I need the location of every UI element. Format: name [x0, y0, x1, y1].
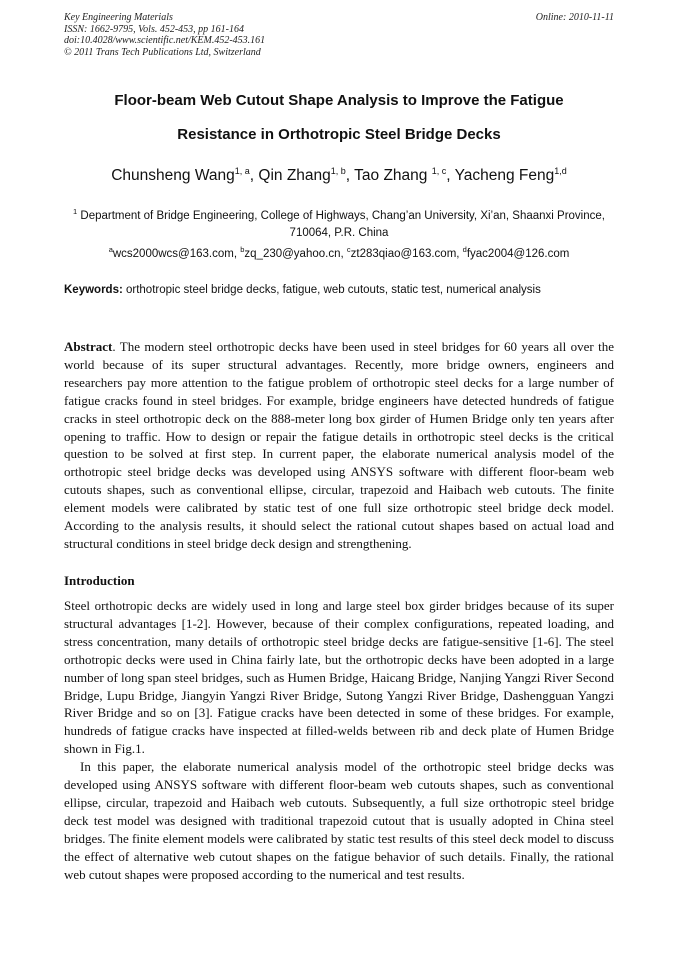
author-affiliation-mark: 1, c — [431, 166, 447, 176]
copyright-line: © 2011 Trans Tech Publications Ltd, Switzerland — [64, 46, 261, 58]
abstract-label: Abstract — [64, 339, 113, 354]
paper-title-line-1: Floor-beam Web Cutout Shape Analysis to Improve the Fatigue — [114, 92, 564, 109]
affiliation — [70, 203, 608, 242]
email-link[interactable]: zq_230@yahoo.cn — [244, 248, 341, 260]
intro-paragraph-2: In this paper, the elaborate numerical analysis model of the orthotropic steel bridge decks was developed using ANSYS software with different floor-beam web cutouts shapes, such as conventional ellipse, circular, trapezoid and Haibach web cutouts. Subsequently, a full size orthotropic steel bridge deck test model was designed with traditional trapezoid cutout that is usually adopted in China steel bridges. The finite element models were calibrated by static test results of this steel deck model to discuss the effect of alternative web cutout shapes on the fatigue behavior of such details. Finally, the rational web cutout shapes were proposed according to the numerical and test results. — [64, 759, 614, 882]
author-name: Tao Zhang — [354, 167, 432, 184]
keywords — [64, 284, 624, 296]
author-affiliation-mark: 1,d — [554, 166, 567, 176]
author-affiliation-mark: 1, b — [330, 166, 346, 176]
doi-line[interactable]: doi:10.4028/www.scientific.net/KEM.452-453.161 — [64, 35, 266, 46]
journal-header — [64, 12, 614, 58]
affiliation-mark: 1 — [73, 207, 78, 216]
paper-title-line-2: Resistance in Orthotropic Steel Bridge Decks — [177, 126, 501, 143]
email-list: $^a$wcs2000wcs@163.com, $^b$zq_230@yahoo.cn, $^c$zt283qiao@163.com, $^d$fyac2004@126.com — [108, 245, 570, 260]
author-list: Chunsheng Wang$^{1, a}$, Qin Zhang$^{1, b}$, Tao Zhang $^{1, c}$, Yacheng Feng$^{1,d}$ — [111, 166, 567, 184]
journal-name: Key Engineering Materials — [64, 12, 173, 23]
abstract-text: . The modern steel orthotropic decks have been used in steel bridges for 60 years all over the world because of its super structural advantages. Recently, more bridge owners, engineers and researchers pay more attention to the fatigue problem of orthotropic steel decks for a large number of fatigue cracks found in steel bridges. For example, bridge engineers have detected hundreds of fatigue cracks in steel orthotropic deck on the 888-meter long box girder of Humen Bridge only ten years after opening to traffic. How to design or repair the fatigue details in orthotropic steel decks is the critical question to be solved at first step. In current paper, the elaborate numerical analysis model of the orthotropic steel bridge decks was developed using ANSYS software with different floor-beam web cutouts shapes, such as conventional ellipse, circular, trapezoid and Haibach web cutouts. The finite element models were calibrated by static test of one full size orthotropic steel bridge deck model. According to the analysis results, it should select the rational cutout shapes based on actual load and structural conditions in steel bridge deck design and strengthening. — [64, 339, 614, 551]
email-link[interactable]: fyac2004@126.com — [466, 248, 570, 260]
issn-line: ISSN: 1662-9795, Vols. 452-453, pp 161-164 — [64, 23, 244, 35]
author-name: Chunsheng Wang — [111, 167, 235, 184]
affiliation-text: Department of Bridge Engineering, College of Highways, Chang’an University, Xi’an, Shaanxi Province, 710064, P.R. China — [77, 210, 605, 239]
author-name: Qin Zhang — [258, 167, 331, 184]
keywords-label: Keywords: — [64, 284, 123, 296]
abstract — [64, 338, 614, 553]
keywords-text: orthotropic steel bridge decks, fatigue, web cutouts, static test, numerical analysis — [122, 284, 541, 296]
email-link[interactable]: zt283qiao@163.com — [350, 248, 457, 260]
intro-paragraph-1: Steel orthotropic decks are widely used in long and large steel box girder bridges because of its super structural advantages [1-2]. However, because of their complex configurations, repeated loading, and stress concentration, many details of orthotropic steel bridge decks are fatigue-sensitive [1-6]. The steel orthotropic decks were used in China fairly late, but the orthotropic decks have been adopted in a large number of long span steel bridges, such as Humen Bridge, Haicang Bridge, Nanjing Yangzi River Second Bridge, Lupu Bridge, Jiangyin Yangzi River Bridge, Sutong Yangzi River Bridge, Dashengguan Yangzi River Bridge and so on [3]. Fatigue cracks have been detected in some of these bridges. For example, hundreds of fatigue cracks have inspected at filled-welds between rib and deck plate of Humen Bridge shown in Fig.1. — [64, 598, 614, 757]
introduction-body — [64, 597, 614, 884]
section-heading-introduction: Introduction — [64, 573, 135, 588]
author-affiliation-mark: 1, a — [234, 166, 250, 176]
author-name: Yacheng Feng — [454, 167, 555, 184]
email-link[interactable]: wcs2000wcs@163.com — [112, 248, 234, 260]
online-date: Online: 2010-11-11 — [535, 12, 614, 23]
